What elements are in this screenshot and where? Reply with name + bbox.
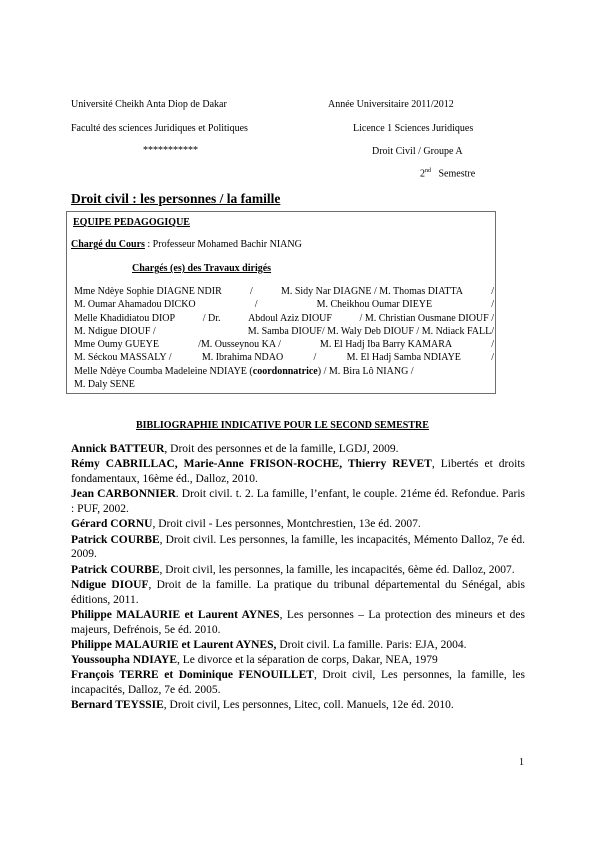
bibliography-item <box>71 653 525 668</box>
university-name: Université Cheikh Anta Diop de Dakar <box>71 99 227 110</box>
tds-segment: Melle Khadidiatou DIOP <box>74 312 176 324</box>
bibliography-item <box>71 578 525 607</box>
tds-line <box>74 351 494 364</box>
bibliography-author: Philippe MALAURIE et Laurent AYNES, <box>71 638 277 651</box>
tds-segment: Mme Ndèye Sophie DIAGNE NDIR <box>74 286 222 297</box>
tds-segment: / Dr. <box>202 312 221 324</box>
bibliography-item <box>71 698 525 713</box>
bibliography-text: , Droit civil, Les personnes, la famille, les incapacités, Dalloz, 7e éd. 2005. <box>71 669 525 697</box>
tds-line <box>74 312 494 325</box>
bibliography-text: , Libertés et droits fondamentaux, 16ème éd., Dalloz, 2010. <box>71 458 525 485</box>
tds-segment: M. Samba DIOUF/ M. Waly Deb DIOUF / M. Ndiack FALL/ <box>247 325 494 337</box>
tds-segment: Mme Oumy GUEYE <box>74 339 159 351</box>
tds-segment: M. Oumar Ahamadou DICKO <box>74 299 196 311</box>
bibliography-text: , Droit des personnes et de la famille, LGDJ, 2009. <box>164 443 399 455</box>
bibliography-author: Philippe MALAURIE et Laurent AYNES <box>71 608 280 621</box>
tds-segment: / <box>313 352 317 364</box>
tds-list <box>74 285 494 391</box>
bibliography-author: Gérard CORNU <box>71 518 153 531</box>
tds-segment: coordonnatrice <box>252 365 318 377</box>
bibliography-text: , Droit civil, les personnes, la famille, les incapacités, 6ème éd. Dalloz, 2007. <box>159 563 515 576</box>
bibliography-text: , Droit civil. Les personnes, la famille, les incapacités, Mémento Dalloz, 7e éd. 2009. <box>71 533 525 561</box>
bibliography-item <box>71 668 525 697</box>
bibliography-item <box>71 608 525 637</box>
bibliography-author: Bernard TEYSSIE <box>71 699 164 712</box>
tds-line <box>74 338 494 351</box>
tds-segment: / <box>249 286 253 297</box>
page-number: 1 <box>519 757 524 768</box>
bibliography-item <box>71 533 525 562</box>
tds-segment: M. El Hadj Iba Barry KAMARA <box>319 339 453 351</box>
tds-segment: M. El Hadj Samba NDIAYE <box>346 352 461 364</box>
bibliography-heading: BIBLIOGRAPHIE INDICATIVE POUR LE SECOND SEMESTRE <box>136 420 429 431</box>
tds-segment: Abdoul Aziz DIOUF <box>248 312 332 324</box>
bibliography-item <box>71 487 525 516</box>
tds-segment: M. Séckou MASSALY / <box>74 352 172 364</box>
tds-segment: / <box>254 299 258 311</box>
program-name: Licence 1 Sciences Juridiques <box>353 123 474 134</box>
tds-segment: M. Ndigue DIOUF / <box>74 325 156 337</box>
tds-segment: M. Sidy Nar DIAGNE / M. Thomas DIATTA <box>280 286 464 297</box>
stars-separator: *********** <box>143 145 198 156</box>
tds-line <box>74 325 494 338</box>
bibliography-text: , Droit civil - Les personnes, Montchrestien, 13e éd. 2007. <box>152 518 421 531</box>
bibliography-text: , Droit civil, Les personnes, Litec, coll. Manuels, 12e éd. 2010. <box>163 699 454 712</box>
bibliography-author: Jean CARBONNIER <box>71 488 176 501</box>
tds-segment: Melle Ndèye Coumba Madeleine NDIAYE ( <box>74 365 253 377</box>
course-group: Droit Civil / Groupe A <box>372 146 463 157</box>
tds-line <box>74 298 494 311</box>
tds-line <box>74 285 494 298</box>
faculty-name: Faculté des sciences Juridiques et Politiques <box>71 123 248 134</box>
tds-segment: ) / M. Bira Lô NIANG / <box>317 365 414 377</box>
tds-segment: / <box>491 286 494 297</box>
bibliography-list <box>71 442 525 713</box>
tds-segment: / <box>491 352 494 364</box>
bibliography-author: Patrick COURBE <box>71 533 160 546</box>
tds-line <box>74 378 494 391</box>
semester: 2nd Semestre <box>420 168 476 180</box>
bibliography-author: François TERRE et Dominique FENOUILLET <box>71 669 314 682</box>
tds-segment: /M. Ousseynou KA / <box>198 339 281 351</box>
bibliography-item <box>71 638 525 653</box>
bibliography-item <box>71 563 525 578</box>
tds-line <box>74 365 494 378</box>
bibliography-author: Patrick COURBE <box>71 563 160 576</box>
bibliography-item <box>71 457 525 486</box>
tds-heading: Chargés (es) des Travaux dirigés <box>132 263 272 274</box>
tds-segment: / M. Christian Ousmane DIOUF / <box>359 312 494 324</box>
bibliography-author: Youssoupha NDIAYE <box>71 654 177 667</box>
bibliography-author: Ndigue DIOUF <box>71 578 149 591</box>
bibliography-text: , Le divorce et la séparation de corps, Dakar, NEA, 1979 <box>177 654 438 667</box>
academic-year: Année Universitaire 2011/2012 <box>328 99 454 110</box>
course-lecturer: Chargé du Cours : Professeur Mohamed Bachir NIANG <box>71 239 302 250</box>
tds-segment: / <box>491 299 494 311</box>
bibliography-author: Rémy CABRILLAC, Marie-Anne FRISON-ROCHE, Thierry REVET <box>71 458 432 471</box>
bibliography-text: , Les personnes – La protection des mineurs et des majeurs, Defrénois, 5e éd. 2010. <box>71 608 526 636</box>
bibliography-text: Droit civil. La famille. Paris: EJA, 2004. <box>276 638 467 651</box>
bibliography-text: . Droit civil. t. 2. La famille, l’enfant, le couple. 21éme éd. Refondue. Paris : PUF, 2002. <box>71 488 525 515</box>
bibliography-item <box>71 517 525 532</box>
page-title: Droit civil : les personnes / la famille <box>71 191 281 206</box>
tds-segment: / <box>491 339 494 351</box>
tds-segment: M. Ibrahima NDAO <box>201 352 284 364</box>
bibliography-text: , Droit de la famille. La pratique du tribunal départemental du Sénégal, abis éditions, 2011. <box>71 578 526 606</box>
tds-segment: M. Daly SENE <box>74 379 135 391</box>
bibliography-author: Annick BATTEUR <box>71 443 165 455</box>
tds-segment: M. Cheikhou Oumar DIEYE <box>316 299 433 311</box>
bibliography-item <box>71 442 525 457</box>
team-heading: EQUIPE PEDAGOGIQUE <box>73 217 190 228</box>
